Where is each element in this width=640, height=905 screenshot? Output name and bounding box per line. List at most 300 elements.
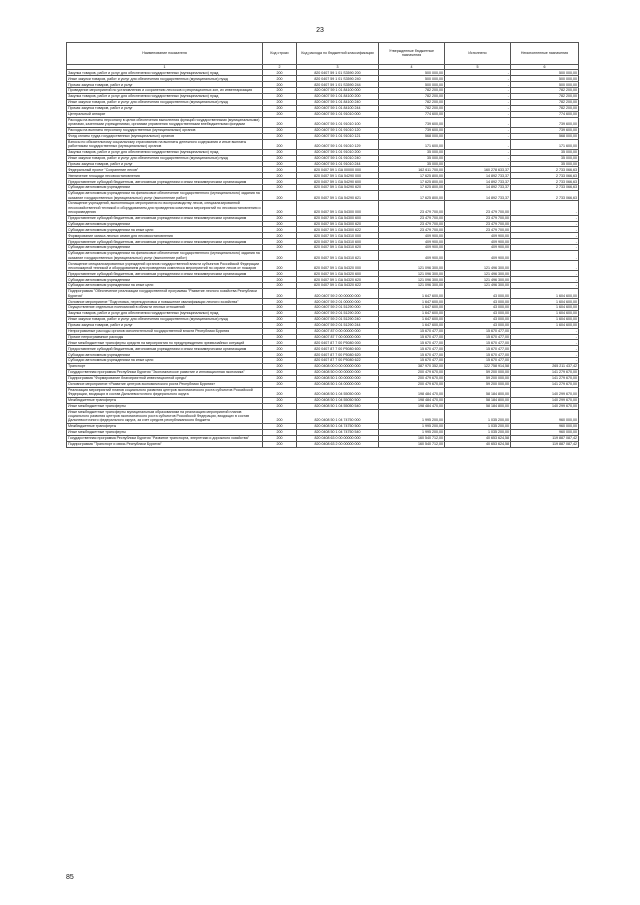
row-budget-code-cell: 820 0408 50 1 04 55050 500 <box>297 397 379 403</box>
table-row <box>67 369 579 375</box>
header-line-code: Код строки <box>263 43 297 65</box>
row-unexecuted-cell: 782 200,00 <box>511 99 579 105</box>
table-row <box>67 227 579 233</box>
row-approved-cell: 409 900,00 <box>379 239 445 245</box>
table-row <box>67 233 579 239</box>
row-budget-code-cell: 820 0407 59 1 GA 54320 000 <box>297 261 379 271</box>
row-name-cell: Федеральный проект "Сохранение лесов" <box>67 167 263 173</box>
row-line-code-cell: 200 <box>263 221 297 227</box>
table-row <box>67 340 579 346</box>
row-executed-cell: 23 479 700,00 <box>445 221 511 227</box>
row-approved-cell: 15 670 477,00 <box>379 352 445 358</box>
table-row <box>67 328 579 334</box>
row-name-cell: Субсидии автономным учреждениям на финансовое обеспечение государственного (муниципального) задания на оказание государственных (муниципальных) услуг (выполнение работ) <box>67 191 263 201</box>
row-unexecuted-cell: 2 733 066,63 <box>511 185 579 191</box>
row-budget-code-cell: 820 0407 59 1 01 91010 000 <box>297 111 379 117</box>
row-executed-cell: 1 035 200,00 <box>445 424 511 430</box>
row-unexecuted-cell: - <box>511 221 579 227</box>
row-budget-code-cell: 820 0407 59 2 01 00000 000 <box>297 299 379 305</box>
row-name-cell: Подпрограмма "Транспорт и связь Республики Бурятия" <box>67 441 263 447</box>
row-unexecuted-cell: 171 600,00 <box>511 139 579 149</box>
row-approved-cell: 35 000,00 <box>379 161 445 167</box>
row-unexecuted-cell: 782 200,00 <box>511 94 579 100</box>
table-row <box>67 289 579 299</box>
row-line-code-cell: 200 <box>263 251 297 261</box>
row-budget-code-cell: 820 0407 87 0 00 00000 000 <box>297 328 379 334</box>
row-executed-cell: - <box>445 70 511 76</box>
row-unexecuted-cell: 141 279 670,00 <box>511 375 579 381</box>
row-unexecuted-cell: 141 279 670,00 <box>511 381 579 387</box>
row-executed-cell: 15 670 477,00 <box>445 334 511 340</box>
row-name-cell: Субсидии автономным учреждениям <box>67 185 263 191</box>
row-name-cell: Транспорт <box>67 364 263 370</box>
row-line-code-cell: 200 <box>263 215 297 221</box>
row-unexecuted-cell: 568 000,00 <box>511 133 579 139</box>
row-approved-cell: 782 200,00 <box>379 88 445 94</box>
row-unexecuted-cell: 119 887 087,42 <box>511 441 579 447</box>
table-row <box>67 191 579 201</box>
table-row <box>67 358 579 364</box>
row-name-cell: Государственная программа Республики Бурятия "Развитие транспорта, энергетики и дорожного хозяйства" <box>67 435 263 441</box>
row-line-code-cell: 200 <box>263 409 297 423</box>
row-line-code-cell: 200 <box>263 201 297 215</box>
row-executed-cell: - <box>445 88 511 94</box>
row-name-cell: Подпрограмма "Обеспечение реализации государственной программы "Развитие лесного хозяйства Республики Бурятия" <box>67 289 263 299</box>
row-line-code-cell: 200 <box>263 117 297 127</box>
row-line-code-cell: 200 <box>263 191 297 201</box>
row-name-cell: Иные закупки товаров, работ и услуг для обеспечения государственных (муниципальных) нужд <box>67 155 263 161</box>
row-approved-cell: 1 647 600,00 <box>379 322 445 328</box>
column-number: 5 <box>445 64 511 70</box>
row-budget-code-cell: 820 0408 63 2 00 00000 000 <box>297 441 379 447</box>
row-unexecuted-cell: 35 000,00 <box>511 161 579 167</box>
row-line-code-cell: 200 <box>263 435 297 441</box>
row-budget-code-cell: 820 0407 59 1 01 91010 200 <box>297 149 379 155</box>
row-name-cell: Реализация мероприятий планов социального развития центров экономического роста субъектов Российской Федерации, входящих в состав Дальневосточного федерального округа <box>67 387 263 397</box>
row-executed-cell: 58 184 800,00 <box>445 403 511 409</box>
row-name-cell: Осуществление отдельных полномочий в области лесных отношений <box>67 305 263 311</box>
row-budget-code-cell: 820 0408 63 0 00 00000 000 <box>297 435 379 441</box>
row-line-code-cell: 200 <box>263 76 297 82</box>
row-name-cell: Субсидии автономным учреждениям на финансовое обеспечение государственного (муниципального) задания на оказание государственных (муниципальных) услуг (выполнение работ) <box>67 251 263 261</box>
row-line-code-cell: 200 <box>263 334 297 340</box>
footer-page-number: 85 <box>66 874 74 881</box>
table-row <box>67 251 579 261</box>
row-approved-cell: 1 995 200,00 <box>379 409 445 423</box>
row-unexecuted-cell: 1 604 600,00 <box>511 322 579 328</box>
column-number: 4 <box>379 64 445 70</box>
row-approved-cell: 121 096 300,00 <box>379 271 445 277</box>
row-budget-code-cell: 820 0407 59 1 01 91010 120 <box>297 127 379 133</box>
row-executed-cell: 59 200 000,00 <box>445 381 511 387</box>
column-number: 2 <box>263 64 297 70</box>
row-unexecuted-cell: 265 211 437,42 <box>511 364 579 370</box>
row-executed-cell: 40 653 624,58 <box>445 441 511 447</box>
row-budget-code-cell: 820 0408 50 1 00 00000 000 <box>297 375 379 381</box>
row-name-cell: Иные межбюджетные трансферты <box>67 403 263 409</box>
row-unexecuted-cell: 739 600,00 <box>511 117 579 127</box>
row-executed-cell: 43 000,00 <box>445 305 511 311</box>
row-name-cell: Предоставление субсидий бюджетным, автономным учреждениям и иным некоммерческим организациям <box>67 215 263 221</box>
row-name-cell: Прочая закупка товаров, работ и услуг <box>67 161 263 167</box>
row-unexecuted-cell: - <box>511 346 579 352</box>
row-executed-cell: - <box>445 139 511 149</box>
row-approved-cell: 200 479 670,00 <box>379 381 445 387</box>
row-budget-code-cell: 820 0407 59 2 01 51290 244 <box>297 322 379 328</box>
row-budget-code-cell: 820 0407 59 1 GA 54300 600 <box>297 215 379 221</box>
row-unexecuted-cell: - <box>511 227 579 233</box>
row-line-code-cell: 200 <box>263 283 297 289</box>
table-row <box>67 381 579 387</box>
row-name-cell: Основное мероприятие «Развитие центров экономического роста Республики Бурятия» <box>67 381 263 387</box>
row-line-code-cell: 200 <box>263 139 297 149</box>
row-budget-code-cell: 820 0407 59 1 GA 54320 600 <box>297 271 379 277</box>
row-executed-cell: 43 000,00 <box>445 316 511 322</box>
table-row <box>67 215 579 221</box>
row-line-code-cell: 200 <box>263 227 297 233</box>
row-unexecuted-cell: 2 733 066,63 <box>511 191 579 201</box>
row-name-cell: Взносы по обязательному социальному страхованию на выплаты денежного содержания и иные выплаты работникам государственных (муниципальных) органов <box>67 139 263 149</box>
row-executed-cell: 23 479 700,00 <box>445 215 511 221</box>
row-budget-code-cell: 820 0407 59 1 GA 54300 622 <box>297 227 379 233</box>
row-executed-cell: 14 892 733,37 <box>445 185 511 191</box>
row-executed-cell: 15 670 477,00 <box>445 352 511 358</box>
row-name-cell: Субсидии автономным учреждениям <box>67 352 263 358</box>
row-approved-cell: 1 647 600,00 <box>379 305 445 311</box>
row-budget-code-cell: 820 0407 59 1 GA 00000 000 <box>297 167 379 173</box>
row-budget-code-cell: 820 0407 59 1 GA 54300 620 <box>297 221 379 227</box>
row-approved-cell: 1 647 600,00 <box>379 289 445 299</box>
row-unexecuted-cell: - <box>511 340 579 346</box>
row-line-code-cell: 200 <box>263 185 297 191</box>
row-name-cell: Государственная программа Республики Бурятия "Экономическое развитие и инновационная экономика" <box>67 369 263 375</box>
row-executed-cell: 43 000,00 <box>445 299 511 305</box>
row-line-code-cell: 200 <box>263 233 297 239</box>
row-name-cell: Закупка товаров, работ и услуг для обеспечения государственных (муниципальных) нужд <box>67 70 263 76</box>
header-approved: Утвержденные бюджетные назначения <box>379 43 445 65</box>
table-row <box>67 441 579 447</box>
row-approved-cell: 1 995 200,00 <box>379 424 445 430</box>
row-name-cell: Расходы на выплаты персоналу в целях обеспечения выполнения функций государственными (муниципальными) органами, казенными учреждениями, органами управления государственными внебюджетными фондами <box>67 117 263 127</box>
row-executed-cell: 121 496 300,00 <box>445 283 511 289</box>
row-executed-cell: - <box>445 161 511 167</box>
row-budget-code-cell: 820 0407 59 1 01 84100 244 <box>297 105 379 111</box>
row-name-cell: Предоставление субсидий бюджетным, автономным учреждениям и иным некоммерческим организациям <box>67 346 263 352</box>
row-line-code-cell: 200 <box>263 311 297 317</box>
row-name-cell: Основное мероприятие "Подготовка, переподготовка и повышение квалификации лесного хозяйства" <box>67 299 263 305</box>
row-approved-cell: 774 600,00 <box>379 111 445 117</box>
row-executed-cell: 121 496 300,00 <box>445 261 511 271</box>
row-approved-cell: 200 479 670,00 <box>379 369 445 375</box>
row-line-code-cell: 200 <box>263 424 297 430</box>
row-budget-code-cell: 820 0407 59 2 01 51290 000 <box>297 305 379 311</box>
column-number: 6 <box>511 64 579 70</box>
row-approved-cell: 409 900,00 <box>379 251 445 261</box>
row-budget-code-cell: 820 0407 59 1 01 91010 100 <box>297 117 379 127</box>
row-line-code-cell: 200 <box>263 346 297 352</box>
row-approved-cell: 500 000,00 <box>379 76 445 82</box>
row-unexecuted-cell: 2 733 066,63 <box>511 167 579 173</box>
row-line-code-cell: 200 <box>263 149 297 155</box>
row-approved-cell: 1 647 600,00 <box>379 311 445 317</box>
row-name-cell: Закупка товаров, работ и услуг для обеспечения государственных (муниципальных) нужд <box>67 94 263 100</box>
row-budget-code-cell: 820 0407 87 7 00 P5080 620 <box>297 352 379 358</box>
row-unexecuted-cell: 1 604 600,00 <box>511 305 579 311</box>
row-name-cell: Субсидии автономным учреждениям <box>67 245 263 251</box>
row-budget-code-cell: 820 0407 59 1 GA 54290 000 <box>297 173 379 179</box>
row-budget-code-cell: 820 0407 59 1 01 84100 000 <box>297 88 379 94</box>
row-executed-cell: 1 035 200,00 <box>445 429 511 435</box>
row-line-code-cell: 200 <box>263 316 297 322</box>
row-name-cell: Межбюджетные трансферты <box>67 424 263 430</box>
row-approved-cell: 121 096 300,00 <box>379 261 445 271</box>
row-approved-cell: 568 000,00 <box>379 133 445 139</box>
row-line-code-cell: 200 <box>263 340 297 346</box>
row-line-code-cell: 200 <box>263 305 297 311</box>
row-name-cell: Предоставление субсидий бюджетным, автономным учреждениям и иным некоммерческим организациям <box>67 271 263 277</box>
table-row <box>67 311 579 317</box>
table-row <box>67 283 579 289</box>
row-executed-cell: 1 035 200,00 <box>445 409 511 423</box>
row-line-code-cell: 200 <box>263 387 297 397</box>
row-line-code-cell: 200 <box>263 245 297 251</box>
row-unexecuted-cell: 2 733 066,63 <box>511 173 579 179</box>
row-executed-cell: 58 184 800,00 <box>445 397 511 403</box>
table-row <box>67 435 579 441</box>
table-row <box>67 346 579 352</box>
row-executed-cell: 23 479 700,00 <box>445 227 511 233</box>
table-row <box>67 299 579 305</box>
row-budget-code-cell: 820 0407 59 1 01 91010 121 <box>297 133 379 139</box>
row-budget-code-cell: 820 0407 87 7 00 P5080 622 <box>297 358 379 364</box>
row-name-cell: Закупка товаров, работ и услуг для обеспечения государственных (муниципальных) нужд <box>67 149 263 155</box>
row-name-cell: Проведение мероприятий по установлению и сохранению лесхозов и рекреационных зон, их инвентаризация <box>67 88 263 94</box>
row-executed-cell: 43 000,00 <box>445 311 511 317</box>
row-executed-cell: 58 184 800,00 <box>445 387 511 397</box>
row-unexecuted-cell: 960 000,00 <box>511 429 579 435</box>
row-executed-cell: - <box>445 149 511 155</box>
row-budget-code-cell: 820 0407 59 1 01 S3590 200 <box>297 70 379 76</box>
row-budget-code-cell: 820 0407 59 1 GA 54310 000 <box>297 233 379 239</box>
row-approved-cell: 35 000,00 <box>379 155 445 161</box>
row-unexecuted-cell: 35 000,00 <box>511 149 579 155</box>
row-executed-cell: 409 900,00 <box>445 245 511 251</box>
row-name-cell: Субсидии автономным учреждениям <box>67 221 263 227</box>
row-unexecuted-cell: 960 000,00 <box>511 409 579 423</box>
table-row <box>67 271 579 277</box>
row-unexecuted-cell: - <box>511 277 579 283</box>
row-executed-cell: 121 496 300,00 <box>445 271 511 277</box>
row-unexecuted-cell: 782 200,00 <box>511 105 579 111</box>
row-line-code-cell: 200 <box>263 105 297 111</box>
row-line-code-cell: 200 <box>263 167 297 173</box>
table-row <box>67 201 579 215</box>
row-budget-code-cell: 820 0407 59 2 01 51290 240 <box>297 316 379 322</box>
column-number: 3 <box>297 64 379 70</box>
row-budget-code-cell: 820 0407 59 1 GA 54290 620 <box>297 185 379 191</box>
row-executed-cell: - <box>445 111 511 117</box>
row-name-cell: Иные межбюджетные трансферты средств на мероприятия по предупреждению чрезвычайных ситуаций <box>67 340 263 346</box>
report-table-container <box>66 42 578 448</box>
row-line-code-cell: 200 <box>263 88 297 94</box>
row-executed-cell: 160 278 633,37 <box>445 167 511 173</box>
row-executed-cell: - <box>445 94 511 100</box>
row-approved-cell: 1 647 600,00 <box>379 299 445 305</box>
row-executed-cell: - <box>445 105 511 111</box>
row-line-code-cell: 200 <box>263 173 297 179</box>
row-line-code-cell: 200 <box>263 133 297 139</box>
row-executed-cell: 14 892 733,37 <box>445 191 511 201</box>
row-executed-cell: 40 653 624,58 <box>445 435 511 441</box>
row-executed-cell: 121 496 300,00 <box>445 277 511 283</box>
row-line-code-cell: 200 <box>263 82 297 88</box>
row-approved-cell: 17 625 800,00 <box>379 191 445 201</box>
row-approved-cell: 387 970 352,00 <box>379 364 445 370</box>
row-executed-cell: 14 892 733,37 <box>445 179 511 185</box>
table-header-row <box>67 43 579 65</box>
row-line-code-cell: 200 <box>263 369 297 375</box>
row-line-code-cell: 200 <box>263 239 297 245</box>
row-line-code-cell: 200 <box>263 299 297 305</box>
row-unexecuted-cell: - <box>511 245 579 251</box>
row-unexecuted-cell: 35 000,00 <box>511 155 579 161</box>
column-number: 1 <box>67 64 263 70</box>
row-line-code-cell: 200 <box>263 277 297 283</box>
row-executed-cell: 59 200 000,00 <box>445 375 511 381</box>
row-budget-code-cell: 820 0407 59 2 01 51290 200 <box>297 311 379 317</box>
row-unexecuted-cell: 500 000,00 <box>511 76 579 82</box>
row-name-cell: Фонд оплаты труда государственных (муниципальных) органов <box>67 133 263 139</box>
row-approved-cell: 500 000,00 <box>379 70 445 76</box>
row-approved-cell: 35 000,00 <box>379 149 445 155</box>
row-line-code-cell: 200 <box>263 375 297 381</box>
row-unexecuted-cell: - <box>511 239 579 245</box>
row-budget-code-cell: 820 0407 59 1 01 S3590 240 <box>297 76 379 82</box>
budget-execution-table <box>66 42 579 448</box>
row-executed-cell: 14 892 733,37 <box>445 173 511 179</box>
row-approved-cell: 162 611 700,00 <box>379 167 445 173</box>
row-unexecuted-cell: - <box>511 233 579 239</box>
row-approved-cell: 782 200,00 <box>379 99 445 105</box>
row-unexecuted-cell: 1 604 600,00 <box>511 289 579 299</box>
row-line-code-cell: 200 <box>263 364 297 370</box>
row-executed-cell: 43 000,00 <box>445 322 511 328</box>
row-budget-code-cell: 820 0408 50 1 04 74750 540 <box>297 429 379 435</box>
row-unexecuted-cell: 140 299 670,00 <box>511 403 579 409</box>
row-name-cell: Прочая закупка товаров, работ и услуг <box>67 105 263 111</box>
table-row <box>67 139 579 149</box>
row-line-code-cell: 200 <box>263 397 297 403</box>
row-unexecuted-cell: - <box>511 201 579 215</box>
row-budget-code-cell: 820 0407 59 1 GA 54310 621 <box>297 251 379 261</box>
row-budget-code-cell: 820 0408 50 1 04 00000 000 <box>297 381 379 387</box>
row-name-cell: Непрограммные расходы органов исполнительной государственной власти Республики Бурятия <box>67 328 263 334</box>
row-budget-code-cell: 820 0407 59 1 01 91010 240 <box>297 155 379 161</box>
row-budget-code-cell: 820 0407 87 7 00 00000 000 <box>297 334 379 340</box>
row-unexecuted-cell: - <box>511 352 579 358</box>
row-name-cell: Расходы на выплаты персоналу государственных (муниципальных) органов <box>67 127 263 133</box>
row-approved-cell: 200 479 670,00 <box>379 375 445 381</box>
row-approved-cell: 121 096 300,00 <box>379 277 445 283</box>
row-line-code-cell: 200 <box>263 441 297 447</box>
row-approved-cell: 782 200,00 <box>379 94 445 100</box>
row-line-code-cell: 200 <box>263 127 297 133</box>
row-budget-code-cell: 820 0408 00 0 00 00000 000 <box>297 364 379 370</box>
row-approved-cell: 160 540 712,00 <box>379 435 445 441</box>
row-name-cell: Увеличение площади лесовосстановления <box>67 173 263 179</box>
row-approved-cell: 15 670 477,00 <box>379 358 445 364</box>
row-executed-cell: - <box>445 155 511 161</box>
row-name-cell: Субсидии автономным учреждениям на иные цели <box>67 358 263 364</box>
row-unexecuted-cell: 2 733 066,63 <box>511 179 579 185</box>
row-budget-code-cell: 820 0407 87 7 00 P5080 600 <box>297 346 379 352</box>
row-budget-code-cell: 820 0407 59 1 GA 54300 000 <box>297 201 379 215</box>
row-unexecuted-cell: - <box>511 251 579 261</box>
row-unexecuted-cell: 1 604 600,00 <box>511 299 579 305</box>
table-row <box>67 305 579 311</box>
row-budget-code-cell: 820 0407 59 1 01 84100 200 <box>297 94 379 100</box>
row-line-code-cell: 200 <box>263 261 297 271</box>
row-name-cell: Предоставление субсидий бюджетным, автономным учреждениям и иным некоммерческим организациям <box>67 239 263 245</box>
row-unexecuted-cell: - <box>511 334 579 340</box>
row-line-code-cell: 200 <box>263 403 297 409</box>
row-executed-cell: 59 200 000,00 <box>445 369 511 375</box>
row-name-cell: Межбюджетные трансферты <box>67 397 263 403</box>
row-approved-cell: 409 900,00 <box>379 245 445 251</box>
row-approved-cell: 1 995 200,00 <box>379 429 445 435</box>
row-name-cell: Иные закупки товаров, работ и услуг для обеспечения государственных (муниципальных) нужд <box>67 316 263 322</box>
row-approved-cell: 198 484 470,00 <box>379 397 445 403</box>
row-name-cell: Прочие непрограммные расходы <box>67 334 263 340</box>
row-unexecuted-cell: 140 299 670,00 <box>511 387 579 397</box>
row-approved-cell: 739 600,00 <box>379 127 445 133</box>
row-approved-cell: 23 479 700,00 <box>379 201 445 215</box>
row-name-cell: Центральный аппарат <box>67 111 263 117</box>
row-budget-code-cell: 820 0407 87 7 00 P5080 000 <box>297 340 379 346</box>
row-approved-cell: 23 479 700,00 <box>379 227 445 233</box>
row-budget-code-cell: 820 0408 50 1 04 74750 500 <box>297 424 379 430</box>
row-executed-cell: - <box>445 133 511 139</box>
row-executed-cell: - <box>445 99 511 105</box>
row-line-code-cell: 200 <box>263 322 297 328</box>
row-line-code-cell: 200 <box>263 328 297 334</box>
row-approved-cell: 1 647 600,00 <box>379 316 445 322</box>
row-line-code-cell: 200 <box>263 429 297 435</box>
row-unexecuted-cell: - <box>511 358 579 364</box>
row-unexecuted-cell: 119 887 087,42 <box>511 435 579 441</box>
header-executed: Исполнено <box>445 43 511 65</box>
row-executed-cell: 43 000,00 <box>445 289 511 299</box>
row-approved-cell: 17 625 800,00 <box>379 173 445 179</box>
row-unexecuted-cell: - <box>511 215 579 221</box>
row-budget-code-cell: 820 0407 59 1 GA 54290 600 <box>297 179 379 185</box>
row-budget-code-cell: 820 0408 50 1 04 55050 000 <box>297 387 379 397</box>
header-unexecuted: Неисполненные назначения <box>511 43 579 65</box>
table-row <box>67 375 579 381</box>
row-name-cell: Закупка товаров, работ и услуг для обеспечения государственных (муниципальных) нужд <box>67 311 263 317</box>
row-executed-cell: 15 670 477,00 <box>445 340 511 346</box>
table-row <box>67 316 579 322</box>
row-name-cell: Прочая закупка товаров, работ и услуг <box>67 322 263 328</box>
row-approved-cell: 23 479 700,00 <box>379 221 445 227</box>
row-line-code-cell: 200 <box>263 179 297 185</box>
row-executed-cell: - <box>445 117 511 127</box>
row-name-cell: Субсидии автономным учреждениям <box>67 277 263 283</box>
row-line-code-cell: 200 <box>263 70 297 76</box>
row-name-cell: Оснащение специализированных учреждений органов государственной власти субъектов Российской Федерации лесопожарной техникой и оборудованием для проведения комплекса мероприятий по охране лесов от пожаров <box>67 261 263 271</box>
row-name-cell: Подпрограмма "Формирование благоприятной инвестиционной среды" <box>67 375 263 381</box>
row-approved-cell: 17 625 800,00 <box>379 179 445 185</box>
